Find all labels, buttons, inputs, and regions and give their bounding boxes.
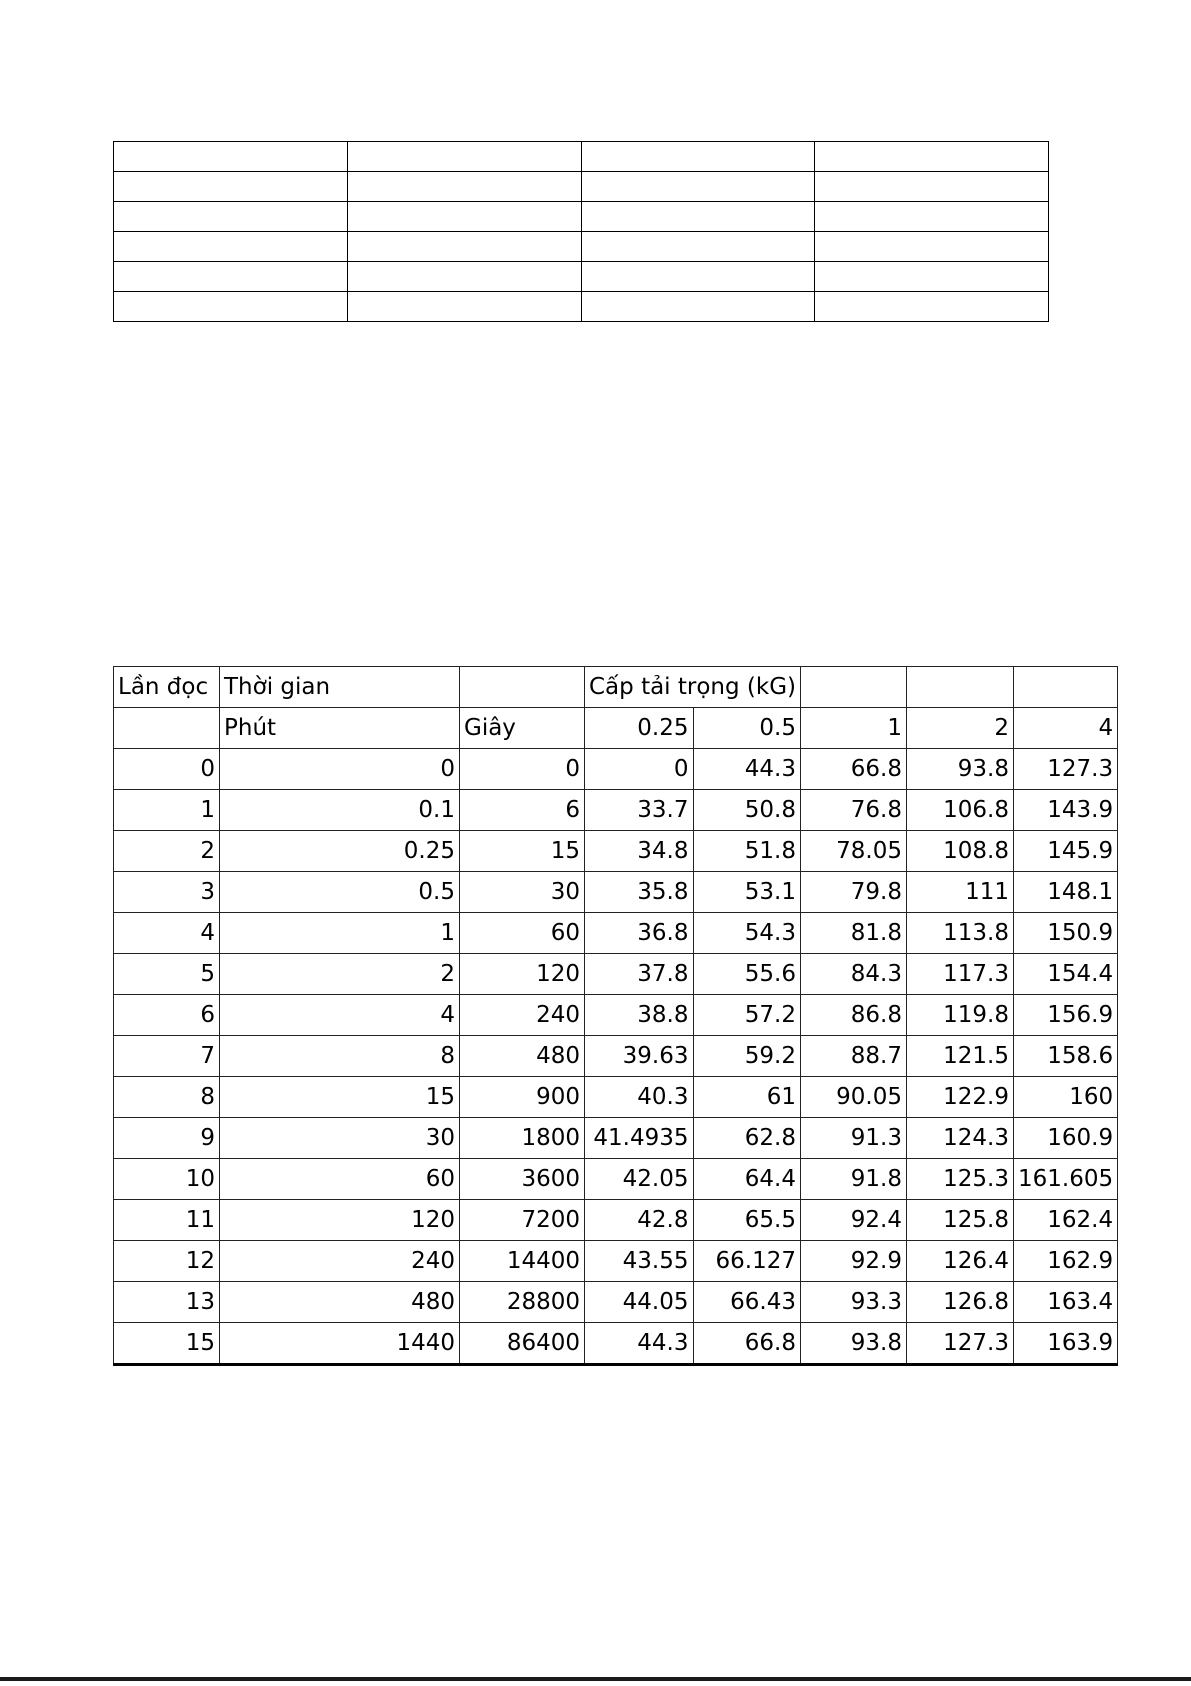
table-cell: 124.3 bbox=[907, 1118, 1014, 1159]
table-cell: 4 bbox=[114, 913, 220, 954]
table-cell: 240 bbox=[460, 995, 585, 1036]
table-cell: 54.3 bbox=[693, 913, 801, 954]
table-cell: 158.6 bbox=[1014, 1036, 1118, 1077]
table-cell: 64.4 bbox=[693, 1159, 801, 1200]
table-cell: 59.2 bbox=[693, 1036, 801, 1077]
table-cell: 57.2 bbox=[693, 995, 801, 1036]
table-row bbox=[114, 1159, 1118, 1200]
table-cell: 79.8 bbox=[801, 872, 907, 913]
table-cell: 117.3 bbox=[907, 954, 1014, 995]
table-cell: 125.3 bbox=[907, 1159, 1014, 1200]
table-cell: 7 bbox=[114, 1036, 220, 1077]
header-cell: 0.5 bbox=[693, 708, 801, 749]
table-cell: 12 bbox=[114, 1241, 220, 1282]
table-row bbox=[114, 831, 1118, 872]
table-cell: 119.8 bbox=[907, 995, 1014, 1036]
table-cell: 160 bbox=[1014, 1077, 1118, 1118]
table-cell: 3600 bbox=[460, 1159, 585, 1200]
header-cell: 0.25 bbox=[585, 708, 694, 749]
table-cell: 6 bbox=[460, 790, 585, 831]
header-cell: Giây bbox=[460, 708, 585, 749]
table-cell: 38.8 bbox=[585, 995, 694, 1036]
table-cell: 76.8 bbox=[801, 790, 907, 831]
header-row-2 bbox=[114, 708, 1118, 749]
table-cell: 5 bbox=[114, 954, 220, 995]
table-cell: 0 bbox=[585, 749, 694, 790]
table-cell: 0.1 bbox=[220, 790, 460, 831]
table-row bbox=[114, 1200, 1118, 1241]
table-cell: 125.8 bbox=[907, 1200, 1014, 1241]
table-cell: 42.05 bbox=[585, 1159, 694, 1200]
table-cell: 163.9 bbox=[1014, 1323, 1118, 1365]
table-cell: 15 bbox=[114, 1323, 220, 1365]
table-cell: 33.7 bbox=[585, 790, 694, 831]
table-cell: 111 bbox=[907, 872, 1014, 913]
table-cell: 122.9 bbox=[907, 1077, 1014, 1118]
table-cell: 66.127 bbox=[693, 1241, 801, 1282]
table-cell: 92.9 bbox=[801, 1241, 907, 1282]
empty-grid-row bbox=[114, 232, 1049, 262]
table-row bbox=[114, 790, 1118, 831]
header-row-1 bbox=[114, 667, 1118, 708]
table-cell: 163.4 bbox=[1014, 1282, 1118, 1323]
reading-data-table bbox=[113, 666, 1118, 1366]
footer-rule bbox=[0, 1677, 1191, 1681]
table-cell: 65.5 bbox=[693, 1200, 801, 1241]
table-cell: 8 bbox=[220, 1036, 460, 1077]
header-cell bbox=[114, 708, 220, 749]
table-cell: 13 bbox=[114, 1282, 220, 1323]
table-cell: 15 bbox=[220, 1077, 460, 1118]
table-cell: 126.4 bbox=[907, 1241, 1014, 1282]
table-cell: 40.3 bbox=[585, 1077, 694, 1118]
table-cell: 93.3 bbox=[801, 1282, 907, 1323]
table-cell: 90.05 bbox=[801, 1077, 907, 1118]
header-cell: 1 bbox=[801, 708, 907, 749]
table-cell: 78.05 bbox=[801, 831, 907, 872]
table-cell: 43.55 bbox=[585, 1241, 694, 1282]
table-cell: 92.4 bbox=[801, 1200, 907, 1241]
header-cell bbox=[801, 667, 907, 708]
table-row bbox=[114, 1241, 1118, 1282]
table-cell: 106.8 bbox=[907, 790, 1014, 831]
table-cell: 42.8 bbox=[585, 1200, 694, 1241]
table-cell: 91.3 bbox=[801, 1118, 907, 1159]
table-cell: 30 bbox=[220, 1118, 460, 1159]
table-cell: 15 bbox=[460, 831, 585, 872]
table-cell: 1 bbox=[114, 790, 220, 831]
table-cell: 900 bbox=[460, 1077, 585, 1118]
table-cell: 240 bbox=[220, 1241, 460, 1282]
table-cell: 35.8 bbox=[585, 872, 694, 913]
table-cell: 1 bbox=[220, 913, 460, 954]
table-cell: 60 bbox=[460, 913, 585, 954]
table-cell: 53.1 bbox=[693, 872, 801, 913]
table-cell: 91.8 bbox=[801, 1159, 907, 1200]
table-cell: 34.8 bbox=[585, 831, 694, 872]
table-cell: 28800 bbox=[460, 1282, 585, 1323]
table-cell: 1800 bbox=[460, 1118, 585, 1159]
table-cell: 36.8 bbox=[585, 913, 694, 954]
table-cell: 156.9 bbox=[1014, 995, 1118, 1036]
header-cell bbox=[1014, 667, 1118, 708]
empty-grid-row bbox=[114, 262, 1049, 292]
table-cell: 93.8 bbox=[907, 749, 1014, 790]
table-row bbox=[114, 954, 1118, 995]
table-cell: 9 bbox=[114, 1118, 220, 1159]
table-cell: 126.8 bbox=[907, 1282, 1014, 1323]
table-cell: 88.7 bbox=[801, 1036, 907, 1077]
table-cell: 37.8 bbox=[585, 954, 694, 995]
table-cell: 60 bbox=[220, 1159, 460, 1200]
table-cell: 7200 bbox=[460, 1200, 585, 1241]
table-cell: 480 bbox=[220, 1282, 460, 1323]
table-cell: 127.3 bbox=[907, 1323, 1014, 1365]
table-cell: 41.4935 bbox=[585, 1118, 694, 1159]
table-cell: 10 bbox=[114, 1159, 220, 1200]
empty-grid-row bbox=[114, 202, 1049, 232]
table-cell: 66.43 bbox=[693, 1282, 801, 1323]
table-cell: 39.63 bbox=[585, 1036, 694, 1077]
table-cell: 61 bbox=[693, 1077, 801, 1118]
table-cell: 11 bbox=[114, 1200, 220, 1241]
table-row bbox=[114, 749, 1118, 790]
table-cell: 30 bbox=[460, 872, 585, 913]
table-cell: 55.6 bbox=[693, 954, 801, 995]
table-cell: 121.5 bbox=[907, 1036, 1014, 1077]
table-cell: 143.9 bbox=[1014, 790, 1118, 831]
table-row bbox=[114, 1118, 1118, 1159]
header-cell: Phút bbox=[220, 708, 460, 749]
table-row bbox=[114, 995, 1118, 1036]
table-row bbox=[114, 1323, 1118, 1365]
table-cell: 480 bbox=[460, 1036, 585, 1077]
header-cell: Thời gian bbox=[220, 667, 460, 708]
table-cell: 120 bbox=[220, 1200, 460, 1241]
table-cell: 2 bbox=[114, 831, 220, 872]
table-cell: 145.9 bbox=[1014, 831, 1118, 872]
table-cell: 0.25 bbox=[220, 831, 460, 872]
table-row bbox=[114, 872, 1118, 913]
table-cell: 62.8 bbox=[693, 1118, 801, 1159]
table-cell: 14400 bbox=[460, 1241, 585, 1282]
table-cell: 6 bbox=[114, 995, 220, 1036]
table-cell: 108.8 bbox=[907, 831, 1014, 872]
table-cell: 113.8 bbox=[907, 913, 1014, 954]
header-cell bbox=[460, 667, 585, 708]
header-cell: Cấp tải trọng (kG) bbox=[585, 667, 801, 708]
table-row bbox=[114, 1036, 1118, 1077]
table-row bbox=[114, 1282, 1118, 1323]
empty-grid-row bbox=[114, 292, 1049, 322]
empty-grid-row bbox=[114, 172, 1049, 202]
table-cell: 0 bbox=[114, 749, 220, 790]
table-cell: 86400 bbox=[460, 1323, 585, 1365]
table-cell: 127.3 bbox=[1014, 749, 1118, 790]
table-cell: 51.8 bbox=[693, 831, 801, 872]
table-cell: 44.3 bbox=[693, 749, 801, 790]
header-cell: Lần đọc bbox=[114, 667, 220, 708]
table-cell: 66.8 bbox=[693, 1323, 801, 1365]
header-cell: 2 bbox=[907, 708, 1014, 749]
table-cell: 44.3 bbox=[585, 1323, 694, 1365]
table-cell: 160.9 bbox=[1014, 1118, 1118, 1159]
table-body bbox=[114, 749, 1118, 1365]
table-cell: 66.8 bbox=[801, 749, 907, 790]
table-cell: 161.605 bbox=[1014, 1159, 1118, 1200]
table-cell: 162.4 bbox=[1014, 1200, 1118, 1241]
header-cell bbox=[907, 667, 1014, 708]
table-cell: 86.8 bbox=[801, 995, 907, 1036]
table-cell: 150.9 bbox=[1014, 913, 1118, 954]
table-cell: 120 bbox=[460, 954, 585, 995]
table-cell: 0 bbox=[220, 749, 460, 790]
empty-grid-row bbox=[114, 142, 1049, 172]
table-cell: 154.4 bbox=[1014, 954, 1118, 995]
table-cell: 0.5 bbox=[220, 872, 460, 913]
table-cell: 4 bbox=[220, 995, 460, 1036]
table-cell: 44.05 bbox=[585, 1282, 694, 1323]
table-cell: 1440 bbox=[220, 1323, 460, 1365]
table-cell: 81.8 bbox=[801, 913, 907, 954]
table-cell: 3 bbox=[114, 872, 220, 913]
header-cell: 4 bbox=[1014, 708, 1118, 749]
table-cell: 2 bbox=[220, 954, 460, 995]
table-cell: 50.8 bbox=[693, 790, 801, 831]
table-cell: 148.1 bbox=[1014, 872, 1118, 913]
table-row bbox=[114, 1077, 1118, 1118]
table-cell: 8 bbox=[114, 1077, 220, 1118]
table-row bbox=[114, 913, 1118, 954]
table-cell: 162.9 bbox=[1014, 1241, 1118, 1282]
empty-grid-table bbox=[113, 141, 1049, 322]
table-cell: 84.3 bbox=[801, 954, 907, 995]
table-cell: 0 bbox=[460, 749, 585, 790]
table-cell: 93.8 bbox=[801, 1323, 907, 1365]
